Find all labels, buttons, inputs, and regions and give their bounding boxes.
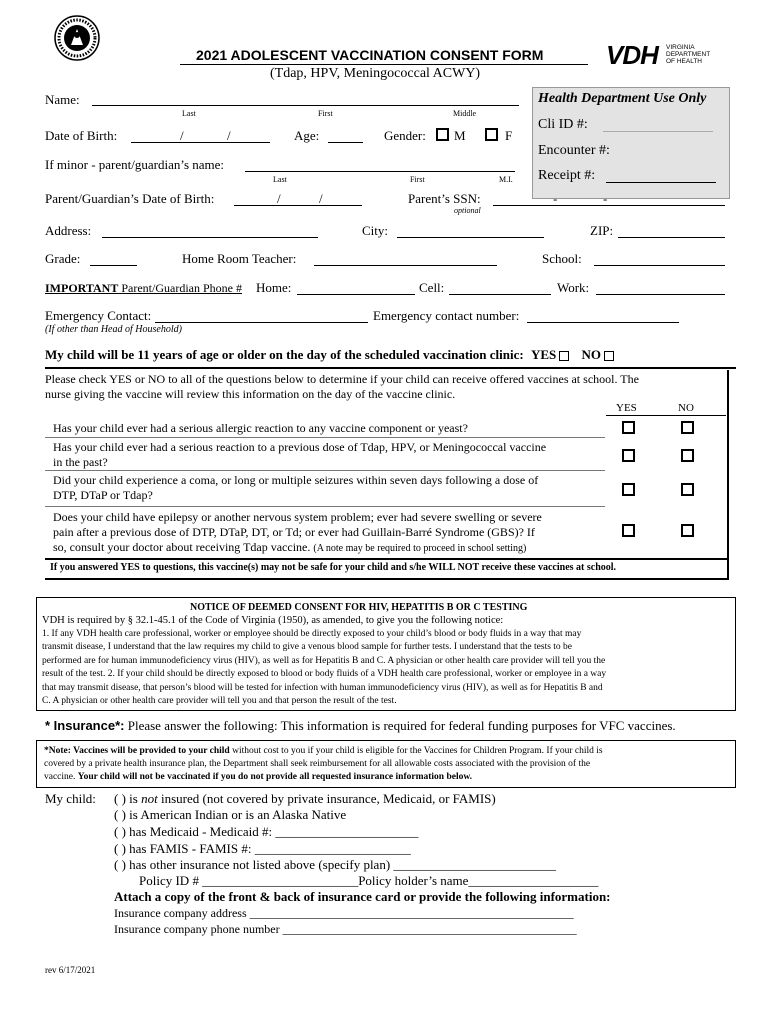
dob-slash: / [180,128,184,143]
city-field[interactable] [397,237,544,238]
zip-field[interactable] [618,237,725,238]
address-label: Address: [45,223,92,238]
dob-field[interactable] [131,142,270,143]
vdh-logo [606,40,658,71]
encounter-label: Encounter #: [538,143,610,158]
question-3: Did your child experience a coma, or long or multiple seizures within seven days following a dose of DTP, DTaP or Tdap? [53,473,539,502]
name-field[interactable] [92,105,519,106]
option-not-insured[interactable]: ( ) is not insured (not covered by private insurance, Medicaid, or FAMIS) [114,791,496,806]
gender-male-label: M [454,128,466,143]
parent-dob-label: Parent/Guardian’s Date of Birth: [45,191,215,206]
receipt-label: Receipt #: [538,168,596,183]
grade-label: Grade: [45,251,81,266]
guardian-name-field[interactable] [245,171,515,172]
revision-date: rev 6/17/2021 [45,965,96,975]
zip-label: ZIP: [590,223,614,238]
question-1: Has your child ever had a serious allergic reaction to any vaccine component or yeast? [53,421,468,435]
insurance-company-phone[interactable]: Insurance company phone number _________________________________________________ [114,922,577,936]
age-field[interactable] [328,142,363,143]
q3-yes-checkbox[interactable] [622,483,635,496]
notice-title: NOTICE OF DEEMED CONSENT FOR HIV, HEPATITIS B OR C TESTING [190,602,528,613]
emergency-number-field[interactable] [527,322,679,323]
option-medicaid[interactable]: ( ) has Medicaid - Medicaid #: ______________________ [114,824,419,839]
health-dept-title: Health Department Use Only [538,91,707,106]
option-american-indian[interactable]: ( ) is American Indian or is an Alaska Native [114,807,347,822]
parent-ssn-label: Parent’s SSN: [408,191,481,206]
school-field[interactable] [594,265,725,266]
dob-label: Date of Birth: [45,128,118,143]
important-label: IMPORTANT Parent/Guardian Phone # [45,281,242,295]
my-child-label: My child: [45,791,96,806]
emergency-note: (If other than Head of Household) [45,324,182,335]
q1-yes-checkbox[interactable] [622,421,635,434]
vdh-logo-subtext: VIRGINIA DEPARTMENT OF HEALTH [666,44,711,65]
middle-caption: Middle [453,109,477,118]
work-phone-field[interactable] [596,294,725,295]
dob-slash: / [227,128,231,143]
home-phone-field[interactable] [297,294,415,295]
cli-id-label: Cli ID #: [538,117,588,132]
parent-dob-field[interactable] [234,205,362,206]
first-caption: First [410,175,425,184]
virginia-seal-logo [54,15,100,61]
address-field[interactable] [102,237,318,238]
gender-female-checkbox[interactable] [485,128,498,141]
parent-dob-slash: / [277,191,281,206]
q2-no-checkbox[interactable] [681,449,694,462]
screening-intro: Please check YES or NO to all of the questions below to determine if your child can receive offered vaccines at school. The nurse giving the vaccine will review this information on the day of the vaccine clinic. [45,372,639,401]
home-phone-label: Home: [256,280,292,295]
first-caption: First [318,109,333,118]
work-phone-label: Work: [557,280,590,295]
age-label: Age: [294,128,320,143]
last-caption: Last [273,175,287,184]
age-no-checkbox[interactable] [604,351,614,361]
q3-no-checkbox[interactable] [681,483,694,496]
school-label: School: [542,251,582,266]
minor-label: If minor - parent/guardian’s name: [45,157,225,172]
insurance-company-address[interactable]: Insurance company address ______________________________________________________ [114,906,574,920]
insurance-heading: * Insurance*: Please answer the following: This information is required for federal funding purposes for VFC vaccines. [45,718,676,733]
receipt-field[interactable] [606,182,716,183]
gender-male-checkbox[interactable] [436,128,449,141]
attach-card-instruction: Attach a copy of the front & back of insurance card or provide the following information: [114,889,611,904]
emergency-contact-label: Emergency Contact: [45,308,152,323]
cli-id-field[interactable] [603,131,713,132]
last-caption: Last [182,109,196,118]
emergency-number-label: Emergency contact number: [373,308,520,323]
question-4: Does your child have epilepsy or another nervous system problem; ever had severe swelling or severe pain after a previous dose of DTP, DTaP, DT, or Td; or ever had Guillain-Barré Syndrome (GBS)? If so, consult your doctor about receiving Tdap vaccine. (A note may be required to proceed in school setting) [53,510,542,554]
ssn-dash: - [603,191,608,206]
teacher-field[interactable] [314,265,497,266]
teacher-label: Home Room Teacher: [182,251,297,266]
screening-warning: If you answered YES to questions, this vaccine(s) may not be safe for your child and s/he WILL NOT receive these vaccines at school. [50,562,617,573]
emergency-contact-field[interactable] [155,322,368,323]
cell-phone-label: Cell: [419,280,445,295]
age-question: My child will be 11 years of age or older on the day of the scheduled vaccination clinic: YES NO [45,347,617,363]
parent-dob-slash: / [319,191,323,206]
q2-yes-checkbox[interactable] [622,449,635,462]
parent-ssn-field[interactable] [493,205,725,206]
policy-id-line[interactable]: Policy ID # ________________________Policy holder’s name____________________ [139,873,599,888]
name-label: Name: [45,92,80,107]
insurance-note: *Note: Vaccines will be provided to your child without cost to you if your child is eligible for the Vaccines for Children Program. If your child is covered by a private health insurance plan, the Department shall seek reimbursement for all allowable costs associated with the provision of the vaccine. Your child will not be vaccinated if you do not provide all requested insurance information below. [44,746,603,782]
q1-no-checkbox[interactable] [681,421,694,434]
age-yes-checkbox[interactable] [559,351,569,361]
city-label: City: [362,223,389,238]
question-2: Has your child ever had a serious reaction to a previous dose of Tdap, HPV, or Meningococcal vaccine in the past? [53,440,547,469]
form-subtitle: (Tdap, HPV, Meningococcal ACWY) [270,66,481,81]
ssn-dash: - [553,191,558,206]
q4-no-checkbox[interactable] [681,524,694,537]
gender-female-label: F [505,128,513,143]
yes-column-header: YES [616,402,637,414]
vdh-logo-text: VDH [606,40,658,70]
option-famis[interactable]: ( ) has FAMIS - FAMIS #: ________________________ [114,841,411,856]
grade-field[interactable] [90,265,137,266]
optional-caption: optional [454,206,481,215]
form-title: 2021 ADOLESCENT VACCINATION CONSENT FORM [196,47,544,63]
gender-label: Gender: [384,128,426,143]
option-other-insurance[interactable]: ( ) has other insurance not listed above (specify plan) _________________________ [114,857,556,872]
cell-phone-field[interactable] [449,294,551,295]
no-column-header: NO [678,402,694,414]
mi-caption: M.I. [499,175,513,184]
notice-body: VDH is required by § 32.1-45.1 of the Code of Virginia (1950), as amended, to give you the following notice: 1. If any VDH health care professional, worker or employee should be directly exposed to your child’s blood or body fluids in a way that may transmit disease, I understand that the law requires my child to give a venous blood sample for further tests. I understand that the tests to be performed are for human immunodeficiency virus (HIV), as well as for Hepatitis B and C. A physician or other health care provider will tell you the result of the test. 2. If your child should be directly exposed to blood or body fluids of a VDH health care professional, worker or employee in a way that may transmit disease, that person’s blood will be tested for infection with human immunodeficiency virus (HIV), as well as for Hepatitis B and C. A physician or other health care provider will tell you and that person the result of the test. [42,615,607,706]
q4-yes-checkbox[interactable] [622,524,635,537]
